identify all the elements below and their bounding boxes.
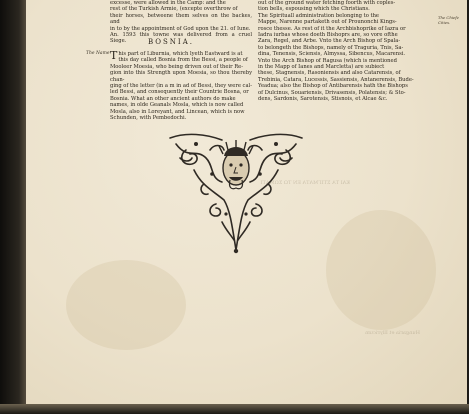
page-left-binding-edge bbox=[0, 0, 27, 414]
text-line: these, Stagnensis, Rasoniensis and also Catarensis, of bbox=[258, 70, 401, 77]
text-line: this day called Bosnia from the Bessi, a people of bbox=[118, 57, 248, 64]
text-line: rosce thesse. As rest of it the Archbishoprike of Iazra or bbox=[258, 25, 406, 32]
text-line: Bosnia. What an other ancient authors do make bbox=[110, 95, 236, 102]
text-line: in to by the appointment of God upon the 21. of Iune. bbox=[110, 25, 251, 32]
bleed-line: Hungaria et Illyricum bbox=[365, 330, 420, 336]
text-line: led Bessi, and consequently their Countrie Bosna, or bbox=[110, 89, 249, 96]
bleed-line: ΚΑΙ ΤΑ ΣΤΙΓΜΑΤΑ ΕΝ ΤΩ ΣΩΜΑΤΙ bbox=[260, 180, 350, 186]
text-line: The Spirituall administration belonging to the bbox=[258, 12, 380, 19]
right-column-text bbox=[258, 0, 434, 103]
text-line: dens, Sardonis, Sarotensis, Stisnois, et Alcae &c. bbox=[258, 96, 388, 103]
text-line: tion bells, espousing which the Christians. bbox=[258, 6, 370, 13]
text-line: of Dulcinus, Souariensis, Drivasensis, Polatensis; & Sto- bbox=[258, 89, 406, 96]
text-line: excesse, were allowed in the Camp: and the bbox=[110, 0, 226, 6]
text-line: his part of Liburnia, which lyeth Eastward is at bbox=[118, 51, 243, 57]
mascaron-ornament-icon bbox=[166, 130, 306, 255]
text-line: gion into this Strength upon Moesia, so thou thereby chan- bbox=[110, 70, 252, 83]
left-column-bosnia-text bbox=[110, 51, 252, 121]
text-line: out of the ground water fetching foorth with coples- bbox=[258, 0, 396, 6]
text-line: Mappe, Narenne partaketh out of Prounonchi Kings- bbox=[258, 19, 397, 26]
text-line: Schunden, with Pembedochi. bbox=[110, 115, 187, 122]
bleed-through-text bbox=[300, 330, 420, 336]
text-line: names, in olde Geanals Mosla, which is now called bbox=[110, 102, 244, 109]
text-line: dina, Tenensis, Sciensis, Almyssa, Sibencus, Macarensi. bbox=[258, 51, 406, 58]
text-line: Trebinia, Catara, Lucessis, Sassiensis, Antanerensis, Bude- bbox=[258, 76, 414, 83]
margin-note-name: The Name. bbox=[86, 51, 111, 56]
text-line: in the Mapp of Ianes and Marcletta) are subiect bbox=[258, 64, 385, 71]
text-line: to belongeth the Bishops, namely of Traguria, Tnis, Sa- bbox=[258, 44, 404, 51]
text-line: Zara, Regel, and Arbe. Vnto the Arch Bishop of Spala- bbox=[258, 38, 401, 45]
text-line: Vnto the Arch Bishop of Ragusa (which is mentioned bbox=[258, 57, 397, 64]
margin-note-cities: The Chiefe Cities. bbox=[438, 15, 459, 25]
text-line: Iadra iurbas whose doeth Bishoprs are, so vore ofthe bbox=[258, 32, 398, 39]
text-line: Mosla, also in Loreyant, and Lincean, which is now bbox=[110, 108, 245, 115]
page-bottom-edge bbox=[0, 404, 469, 414]
paper-stain bbox=[326, 210, 436, 330]
drop-capital: T bbox=[110, 49, 118, 62]
text-line: Mooleer Moesia, who being driven out of their Re- bbox=[110, 63, 243, 70]
text-line: An. 1593 this towne was delivered from a cruel Siege. bbox=[110, 32, 252, 45]
text-line: Yeadua; also the Bishop of Antibarensis hath the Bishops bbox=[258, 83, 408, 90]
section-heading: BOSNIA. bbox=[148, 38, 194, 46]
text-line: ging of the letter (in a m in ad of Bessi, they were cal- bbox=[110, 83, 252, 90]
text-line: rest of the Turkish Armie, (excepte overthrow of bbox=[110, 6, 238, 13]
paper-stain bbox=[66, 260, 186, 350]
text-line: their horses, betweene them selves on the backes, and bbox=[110, 12, 252, 26]
